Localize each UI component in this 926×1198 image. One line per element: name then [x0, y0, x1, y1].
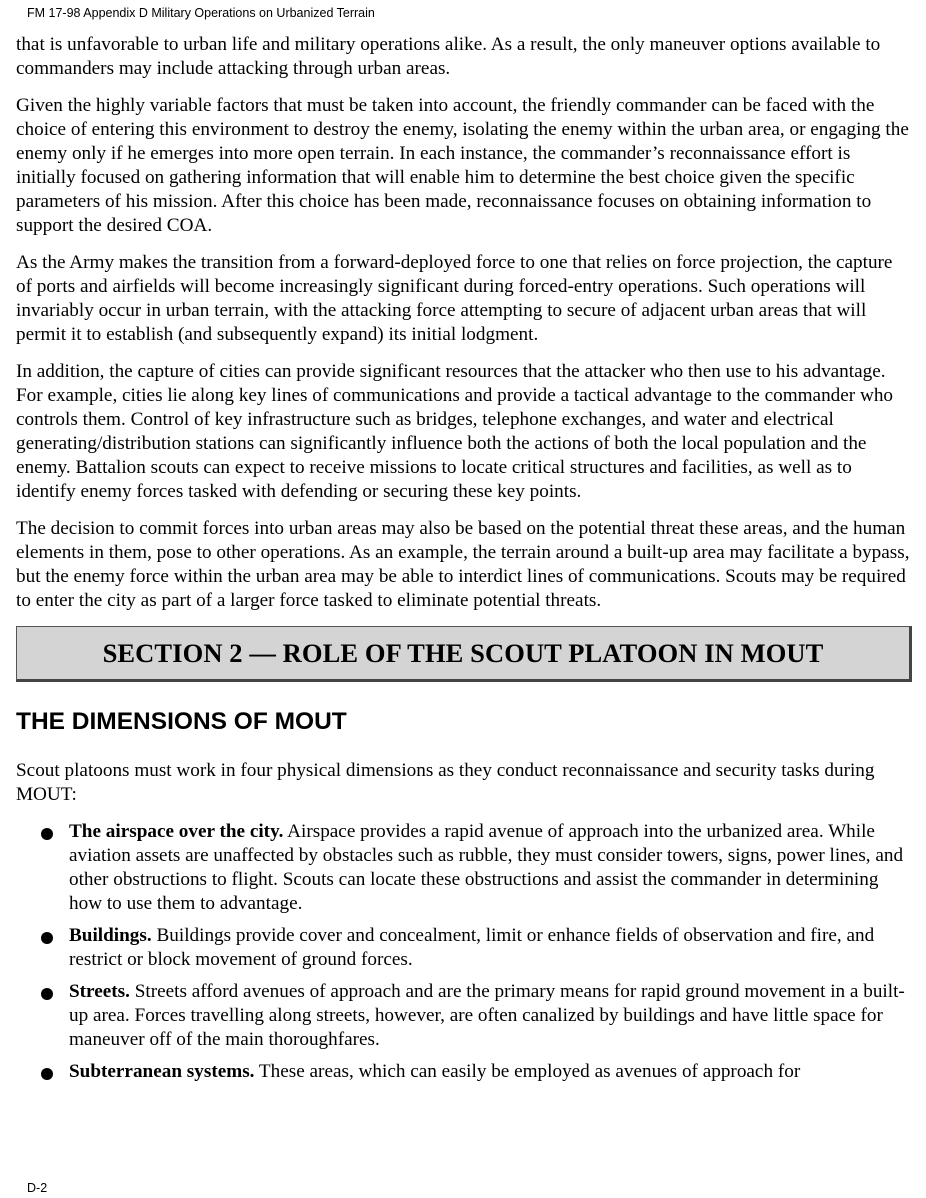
bullet-icon [41, 1068, 53, 1080]
body-paragraph: that is unfavorable to urban life and military operations alike. As a result, the only maneuver options available to commanders may include attacking through urban areas. [16, 34, 881, 79]
list-item-term: The airspace over the city. [69, 821, 284, 842]
running-header: FM 17-98 Appendix D Military Operations on Urbanized Terrain [27, 6, 375, 20]
section-title: SECTION 2 — ROLE OF THE SCOUT PLATOON IN MOUT [102, 638, 824, 668]
list-item-term: Subterranean systems. [69, 1061, 255, 1082]
body-paragraph: In addition, the capture of cities can provide significant resources that the attacker who then use to his advantage. For example, cities lie along key lines of communications and provide a tactical advantage to the commander who controls them. Control of key infrastructure such as bridges, telephone exchanges, and water and electrical generating/distribution stations can significantly influence both the actions of both the local population and the enemy. Battalion scouts can expect to receive missions to locate critical structures and facilities, as well as to identify enemy forces tasked with defending or securing these key points. [16, 361, 894, 502]
list-item [16, 1060, 912, 1084]
dimensions-heading: THE DIMENSIONS OF MOUT [16, 708, 347, 735]
list-item [16, 924, 912, 972]
body-paragraph: The decision to commit forces into urban areas may also be based on the potential threat these areas, and the human elements in them, pose to other operations. As an example, the terrain around a built-up area may facilitate a bypass, but the enemy force within the urban area may be able to interdict lines of communications. Scouts may be required to enter the city as part of a larger force tasked to eliminate potential threats. [16, 518, 910, 611]
list-item-term: Buildings. [69, 925, 152, 946]
dimensions-intro: Scout platoons must work in four physical dimensions as they conduct reconnaissance and security tasks during MOUT: [16, 760, 875, 805]
bullet-icon [41, 932, 53, 944]
page-number: D-2 [27, 1181, 48, 1195]
section-title-box [16, 626, 912, 682]
body-paragraph: Given the highly variable factors that must be taken into account, the friendly commander can be faced with the choice of entering this environment to destroy the enemy, isolating the enemy within the urban area, or engaging the enemy only if he emerges into more open terrain. In each instance, the commander’s reconnaissance effort is initially focused on gathering information that will enable him to determine the best choice given the specific parameters of his mission. After this choice has been made, reconnaissance focuses on obtaining information to support the desired COA. [16, 95, 909, 236]
list-item-term: Streets. [69, 981, 130, 1002]
bullet-icon [41, 988, 53, 1000]
list-item [16, 980, 912, 1052]
list-item [16, 820, 912, 916]
bullet-icon [41, 828, 53, 840]
list-item-text: These areas, which can easily be employed as avenues of approach for [254, 1061, 801, 1082]
page-body [16, 33, 912, 1092]
list-item-text: Airspace provides a rapid avenue of approach into the urbanized area. While aviation assets are unaffected by obstacles such as rubble, they must consider towers, signs, power lines, and other obstructions to flight. Scouts can locate these obstructions and assist the commander in determining how to use them to advantage. [69, 821, 904, 914]
dimensions-list [16, 820, 912, 1084]
body-paragraph: As the Army makes the transition from a forward-deployed force to one that relies on force projection, the capture of ports and airfields will become increasingly significant during forced-entry operations. Such operations will invariably occur in urban terrain, with the attacking force attempting to secure of adjacent urban areas that will permit it to establish (and subsequently expand) its initial lodgment. [16, 252, 893, 345]
list-item-text: Buildings provide cover and concealment, limit or enhance fields of observation and fire, and restrict or block movement of ground forces. [69, 925, 875, 970]
list-item-text: Streets afford avenues of approach and are the primary means for rapid ground movement in a built-up area. Forces travelling along streets, however, are often canalized by buildings and have little space for maneuver off of the main thoroughfares. [69, 981, 905, 1050]
